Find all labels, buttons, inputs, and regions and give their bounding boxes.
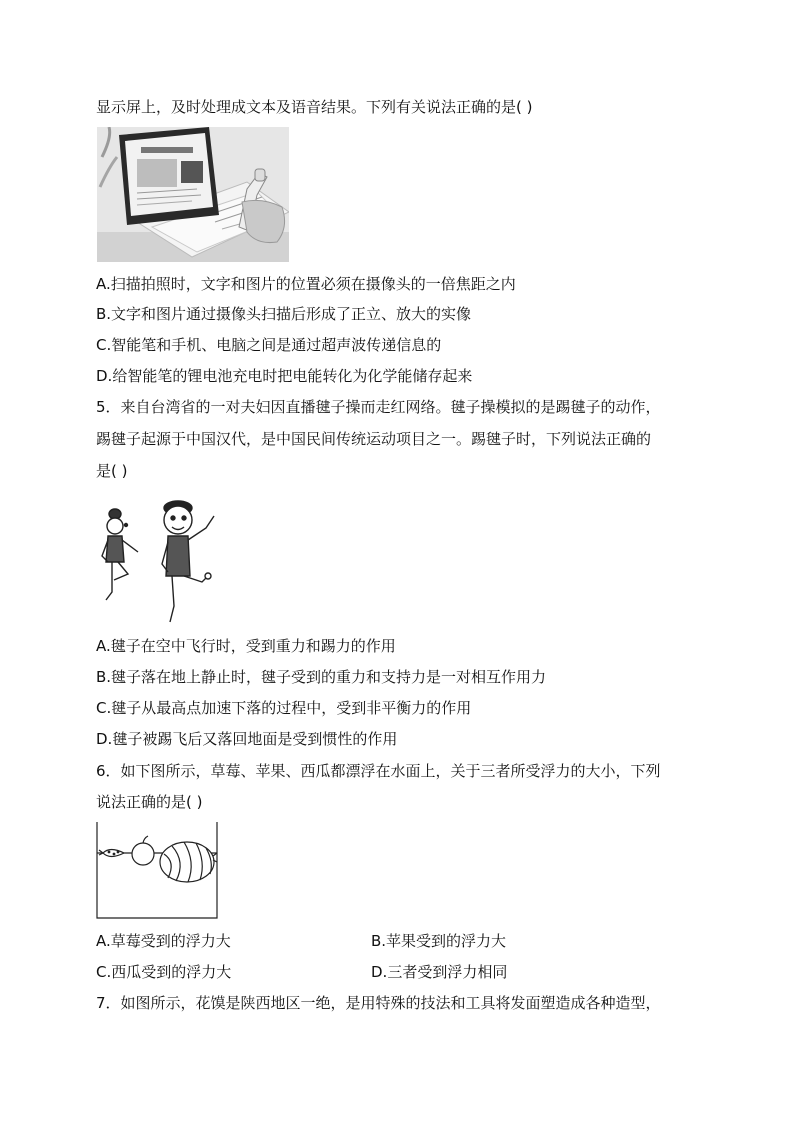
q4-option-d: D.给智能笔的锂电池充电时把电能转化为化学能储存起来 — [96, 367, 473, 385]
q5-option-b: B.毽子落在地上静止时，毽子受到的重力和支持力是一对相互作用力 — [96, 668, 547, 686]
q6-option-c: C.西瓜受到的浮力大 — [96, 963, 232, 981]
q4-option-b: B.文字和图片通过摄像头扫描后形成了正立、放大的实像 — [96, 305, 472, 323]
q4-stem-tail: 显示屏上，及时处理成文本及语音结果。下列有关说法正确的是( ) — [96, 98, 533, 116]
q6-option-d: D.三者受到浮力相同 — [371, 963, 508, 981]
q6-stem-line-1: 6．如下图所示，草莓、苹果、西瓜都漂浮在水面上，关于三者所受浮力的大小，下列 — [96, 762, 661, 780]
q5-stem-line-1: 5．来自台湾省的一对夫妇因直播毽子操而走红网络。毽子操模拟的是踢毽子的动作， — [96, 398, 661, 416]
q4-option-a: A.扫描拍照时，文字和图片的位置必须在摄像头的一倍焦距之内 — [96, 275, 516, 293]
q5-stem-line-3: 是( ) — [96, 462, 128, 480]
smart-pen-photo — [97, 127, 289, 262]
q6-stem-line-2: 说法正确的是( ) — [96, 793, 203, 811]
q5-option-c: C.毽子从最高点加速下落的过程中，受到非平衡力的作用 — [96, 699, 472, 717]
q5-option-d: D.毽子被踢飞后又落回地面是受到惯性的作用 — [96, 730, 398, 748]
q6-option-a: A.草莓受到的浮力大 — [96, 932, 231, 950]
shuttlecock-dancers-figure — [98, 496, 218, 624]
q4-option-c: C.智能笔和手机、电脑之间是通过超声波传递信息的 — [96, 336, 442, 354]
q6-option-b: B.苹果受到的浮力大 — [371, 932, 507, 950]
q5-option-a: A.毽子在空中飞行时，受到重力和踢力的作用 — [96, 637, 396, 655]
q7-stem-line-1: 7．如图所示，花馍是陕西地区一绝，是用特殊的技法和工具将发面塑造成各种造型， — [96, 994, 661, 1012]
floating-fruits-figure — [96, 822, 221, 920]
q5-stem-line-2: 踢毽子起源于中国汉代，是中国民间传统运动项目之一。踢毽子时，下列说法正确的 — [96, 430, 652, 448]
